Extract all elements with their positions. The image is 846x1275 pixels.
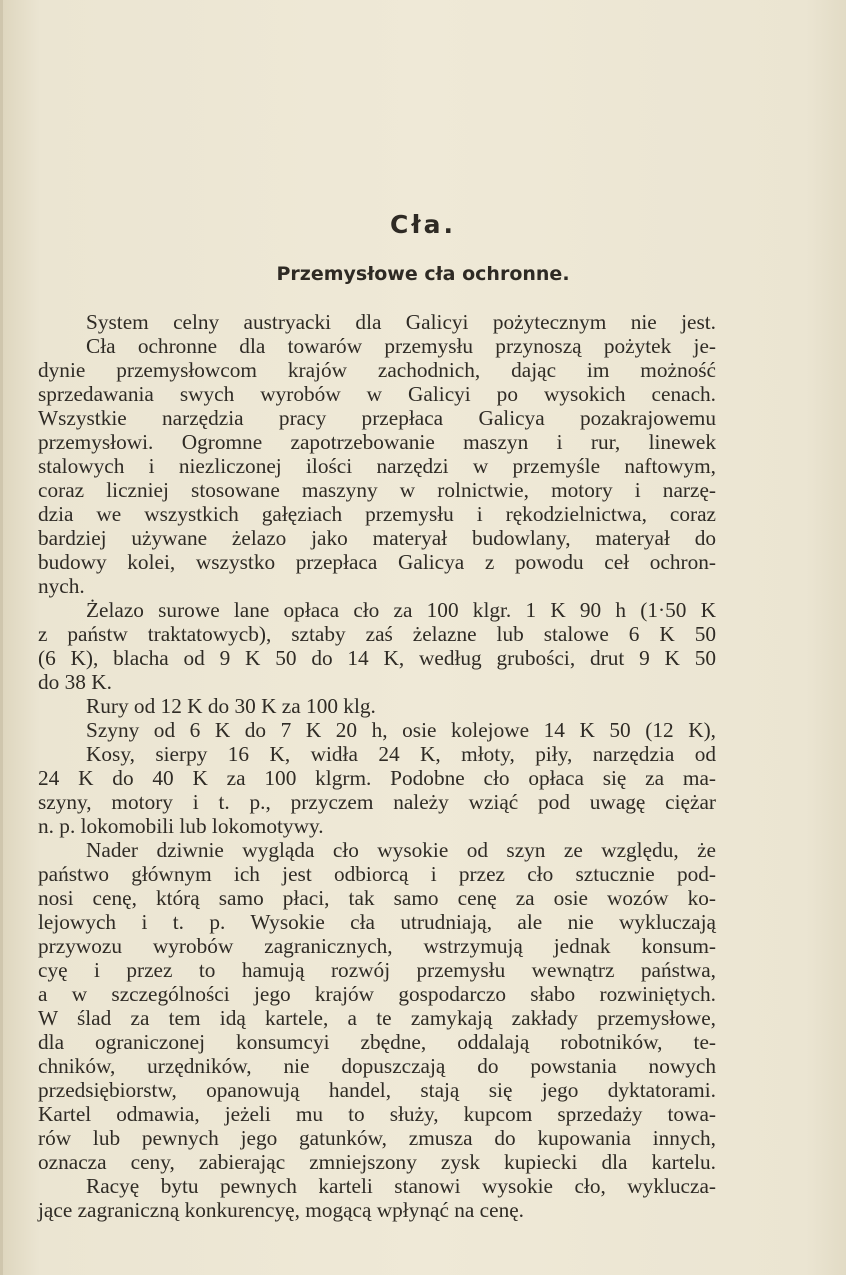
text-line: n. p. lokomobili lub lokomotywy. bbox=[38, 814, 324, 838]
text-line: szyny, motory i t. p., przyczem należy wziąć pod uwagę ciężar bbox=[38, 790, 716, 814]
text-line: Żelazo surowe lane opłaca cło za 100 klgr. 1 K 90 h (1·50 K bbox=[86, 598, 716, 622]
text-line: dzia we wszystkich gałęziach przemysłu i rękodzielnictwa, coraz bbox=[38, 502, 716, 526]
body-text bbox=[38, 310, 716, 1222]
section-subtitle: Przemysłowe cła ochronne. bbox=[276, 263, 570, 285]
text-line: chników, urzędników, nie dopuszczają do powstania nowych bbox=[38, 1054, 716, 1078]
text-line: Wszystkie narzędzia pracy przepłaca Galicya pozakrajowemu bbox=[38, 406, 716, 430]
text-line: Cła ochronne dla towarów przemysłu przynoszą pożytek je- bbox=[86, 334, 716, 358]
text-line: nych. bbox=[38, 574, 85, 598]
text-line: cyę i przez to hamują rozwój przemysłu wewnątrz państwa, bbox=[38, 958, 716, 982]
text-line: oznacza ceny, zabierając zmniejszony zysk kupiecki dla kartelu. bbox=[38, 1150, 716, 1174]
text-line: sprzedawania swych wyrobów w Galicyi po wysokich cenach. bbox=[38, 382, 716, 406]
text-line: przemysłowi. Ogromne zapotrzebowanie maszyn i rur, linewek bbox=[38, 430, 716, 454]
text-line: a w szczególności jego krajów gospodarczo słabo rozwiniętych. bbox=[38, 982, 716, 1006]
text-line: Kartel odmawia, jeżeli mu to służy, kupcom sprzedaży towa- bbox=[38, 1102, 716, 1126]
text-line: dla ograniczonej konsumcyi zbędne, oddalają robotników, te- bbox=[38, 1030, 716, 1054]
text-line: jące zagraniczną konkurencyę, mogącą wpłynąć na cenę. bbox=[38, 1198, 525, 1222]
text-line: państwo głównym ich jest odbiorcą i przez cło sztucznie pod- bbox=[38, 862, 716, 886]
text-line: System celny austryacki dla Galicyi pożytecznym nie jest. bbox=[86, 310, 716, 334]
text-line: Rury od 12 K do 30 K za 100 klg. bbox=[86, 694, 376, 718]
page-title: Cła. bbox=[390, 210, 456, 239]
text-line: Kosy, sierpy 16 K, widła 24 K, młoty, piły, narzędzia od bbox=[86, 742, 716, 766]
text-line: lejowych i t. p. Wysokie cła utrudniają, ale nie wykluczają bbox=[38, 910, 716, 934]
text-line: Szyny od 6 K do 7 K 20 h, osie kolejowe 14 K 50 (12 K), bbox=[86, 718, 716, 742]
text-line: bardziej używane żelazo jako materyał budowlany, materyał do bbox=[38, 526, 716, 550]
text-line: dynie przemysłowcom krajów zachodnich, dając im możność bbox=[38, 358, 716, 382]
text-line: stalowych i niezliczonej ilości narzędzi w przemyśle naftowym, bbox=[38, 454, 716, 478]
text-line: budowy kolei, wszystko przepłaca Galicya z powodu ceł ochron- bbox=[38, 550, 716, 574]
text-line: rów lub pewnych jego gatunków, zmusza do kupowania innych, bbox=[38, 1126, 716, 1150]
text-line: nosi cenę, którą samo płaci, tak samo cenę za osie wozów ko- bbox=[38, 886, 716, 910]
text-line: 24 K do 40 K za 100 klgrm. Podobne cło opłaca się za ma- bbox=[38, 766, 716, 790]
text-line: coraz liczniej stosowane maszyny w rolnictwie, motory i narzę- bbox=[38, 478, 716, 502]
text-line: przywozu wyrobów zagranicznych, wstrzymują jednak konsum- bbox=[38, 934, 716, 958]
text-line: do 38 K. bbox=[38, 670, 112, 694]
text-line: przedsiębiorstw, opanowują handel, stają się jego dyktatorami. bbox=[38, 1078, 716, 1102]
text-line: z państw traktatowycb), sztaby zaś żelazne lub stalowe 6 K 50 bbox=[38, 622, 716, 646]
text-line: Racyę bytu pewnych karteli stanowi wysokie cło, wyklucza- bbox=[86, 1174, 716, 1198]
text-line: W ślad za tem idą kartele, a te zamykają zakłady przemysłowe, bbox=[38, 1006, 716, 1030]
text-line: Nader dziwnie wygląda cło wysokie od szyn ze względu, że bbox=[86, 838, 716, 862]
text-line: (6 K), blacha od 9 K 50 do 14 K, według grubości, drut 9 K 50 bbox=[38, 646, 716, 670]
